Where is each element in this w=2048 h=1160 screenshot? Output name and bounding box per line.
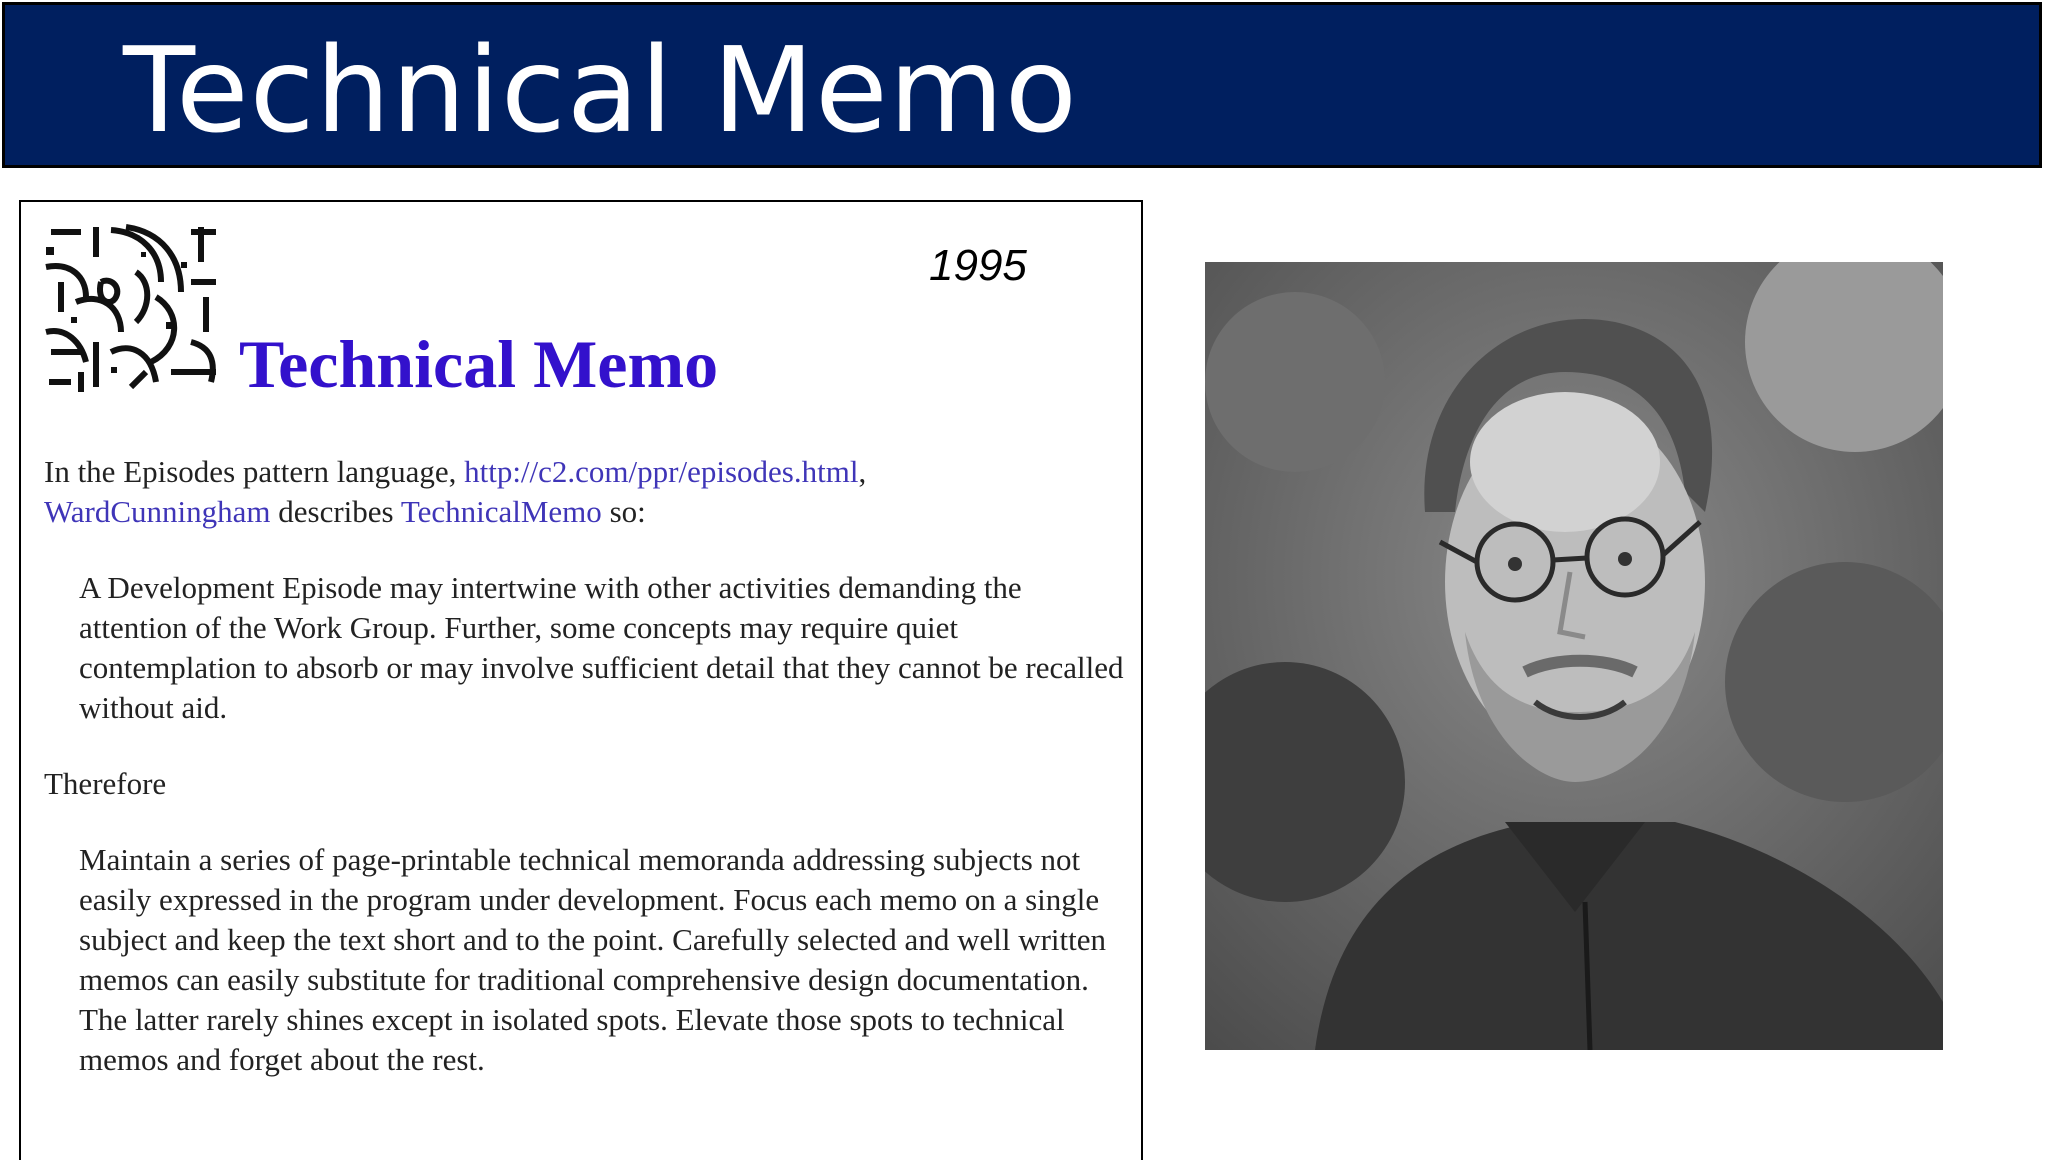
intro-middle: describes [270,494,401,529]
therefore-label: Therefore [44,766,167,801]
memo-body [44,452,1124,1116]
intro-suffix: so: [601,494,646,529]
quote-solution: Maintain a series of page-printable technical memoranda addressing subjects not easily expressed in the program under development. Focus each memo on a single subject and keep the text short and to the point. Carefully selected and well written memos can easily substitute for traditional comprehensive design documentation. The latter rarely shines except in isolated spots. Elevate those spots to technical memos and forget about the rest. [79,842,1106,1077]
intro-url-suffix: , [858,454,867,489]
ward-cunningham-link[interactable]: WardCunningham [44,494,271,529]
intro-prefix: In the Episodes pattern language, [44,454,465,489]
portrait-photo [1205,262,1943,1050]
wiki-maze-logo-icon [41,222,221,394]
webpage-screenshot [19,200,1143,1160]
slide-title: Technical Memo [123,21,1078,159]
page-heading: Technical Memo [239,326,719,402]
quote-context: A Development Episode may intertwine with other activities demanding the attention of the Work Group. Further, some concepts may require quiet contemplation to absorb or may involve sufficient detail that they cannot be recalled without aid. [79,570,1124,725]
episodes-url-link[interactable]: http://c2.com/ppr/episodes.html [464,454,859,489]
intro-paragraph [44,452,1124,532]
year-label: 1995 [929,241,1027,290]
title-bar [2,2,2042,168]
technical-memo-link[interactable]: TechnicalMemo [400,494,602,529]
